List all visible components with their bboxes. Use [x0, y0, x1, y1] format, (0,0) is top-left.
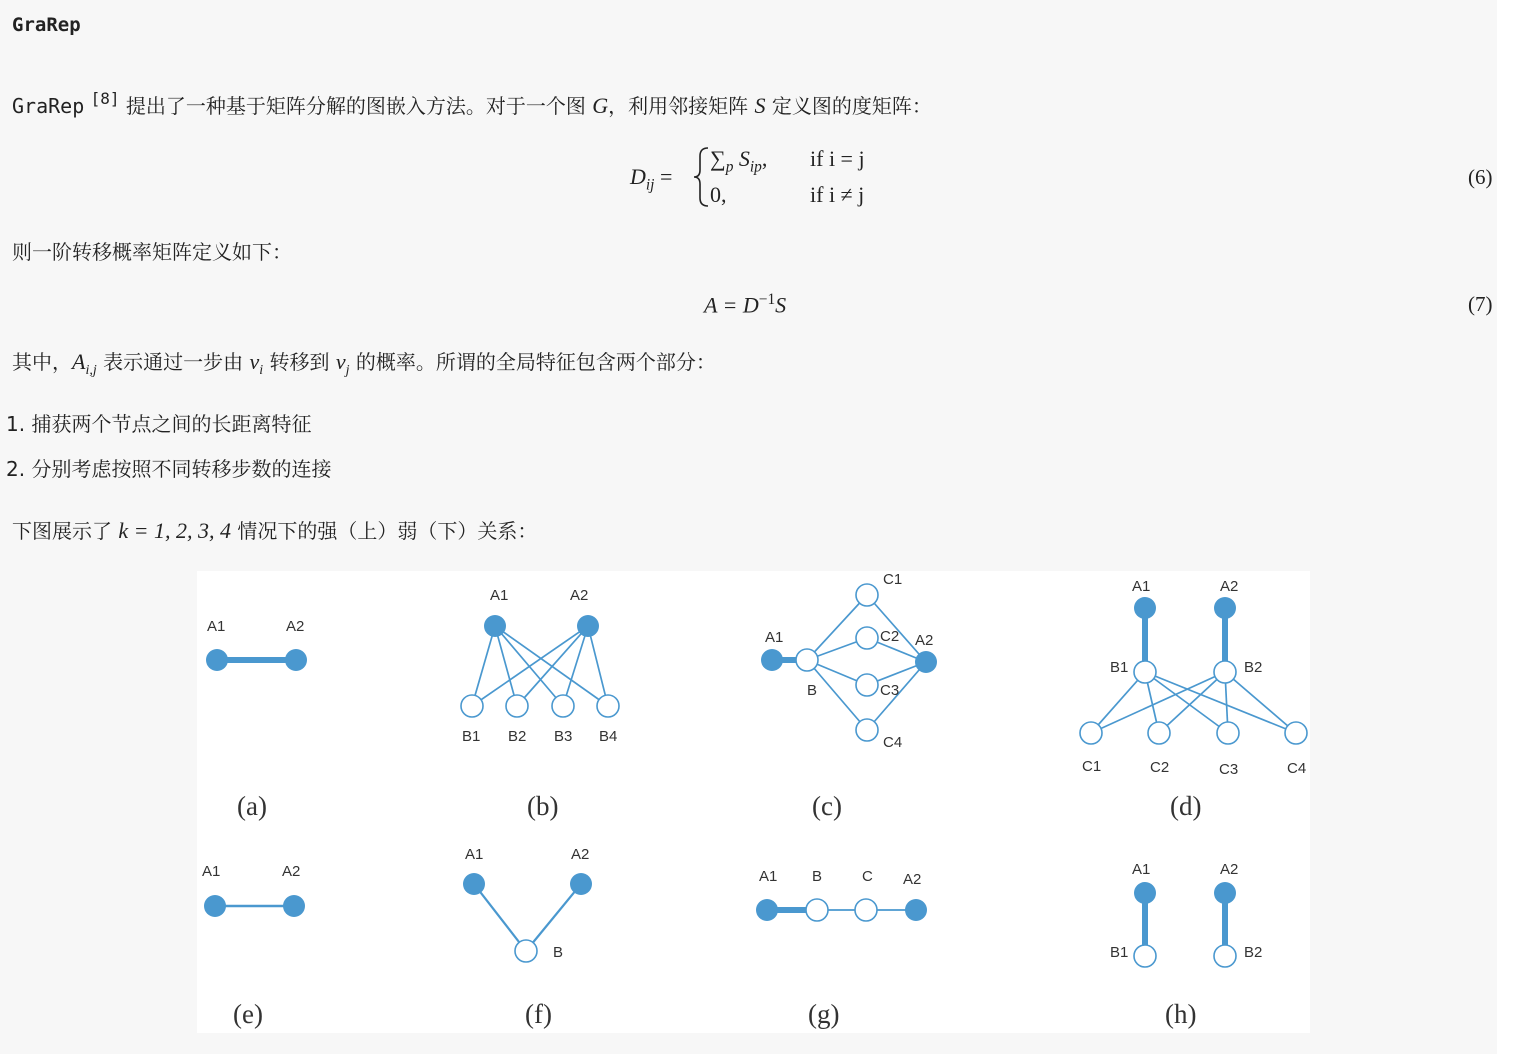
label-b2: B2: [1244, 944, 1263, 961]
label-b2: B2: [508, 728, 527, 745]
label-a2: A2: [571, 846, 590, 863]
caption-f: (f): [525, 999, 552, 1029]
node-b2: [1214, 945, 1236, 967]
equation-number-6: (6): [1468, 165, 1493, 189]
caption-g: (g): [808, 999, 840, 1029]
panel-e: [202, 863, 305, 1029]
eq6-case-2: 0,: [710, 182, 727, 207]
panel-h: [1110, 861, 1262, 1029]
label-a2: A2: [286, 618, 305, 635]
eq6-case-1: $\sum_p$ $S_{ip}$,: [710, 146, 768, 176]
node-c3: [856, 674, 878, 696]
node-a2: [915, 651, 937, 673]
intro-text-1: 提出了一种基于矩阵分解的图嵌入方法。对于一个图: [125, 94, 586, 118]
eq7-lhs: A = D: [704, 292, 759, 318]
equation-number-7: (7): [1468, 292, 1493, 316]
label-a1: A1: [765, 629, 784, 646]
label-a1: A1: [465, 846, 484, 863]
list-item: 1. 捕获两个节点之间的长距离特征: [6, 412, 312, 436]
node-a2: [570, 873, 592, 895]
node-a1: [204, 895, 226, 917]
node-a1: [761, 649, 783, 671]
node-c1: [1080, 722, 1102, 744]
node-b1: [461, 695, 483, 717]
node-a1: [463, 873, 485, 895]
label-a1: A1: [207, 618, 226, 635]
node-a2: [283, 895, 305, 917]
label-a1: A1: [202, 863, 221, 880]
caption-h: (h): [1165, 999, 1197, 1029]
node-b1: [1134, 945, 1156, 967]
citation-link[interactable]: [8]: [90, 89, 120, 108]
eq7-s: S: [775, 292, 787, 318]
label-c3: C3: [1219, 761, 1239, 778]
node-b: [515, 940, 537, 962]
label-b3: B3: [554, 728, 573, 745]
node-c1: [856, 584, 878, 606]
label-a1: A1: [759, 868, 778, 885]
node-c2: [1148, 722, 1170, 744]
label-b: B: [812, 868, 823, 885]
node-b2: [506, 695, 528, 717]
node-b: [796, 649, 818, 671]
left-brace: [692, 146, 712, 208]
caption-e: (e): [233, 999, 263, 1029]
label-b: B: [553, 944, 564, 961]
panel-g: [756, 868, 927, 1029]
eq6-lhs: D: [630, 164, 646, 189]
label-a2: A2: [915, 632, 934, 649]
node-a2: [1214, 882, 1236, 904]
figure-intro-paragraph: 下图展示了 k = 1, 2, 3, 4 情况下的强（上）弱（下）关系：: [12, 518, 538, 543]
eq6-lhs-sub: ij: [645, 176, 655, 194]
label-c2: C2: [880, 628, 900, 645]
label-a2: A2: [1220, 578, 1239, 595]
label-b1: B1: [462, 728, 481, 745]
label-c1: C1: [1082, 758, 1102, 775]
definition-paragraph: 其中，$A_{i,j}$ 表示通过一步由 $v_i$ 转移到 $v_j$ 的概率。所谓的全局特征包含两个部分：: [12, 349, 716, 378]
relationship-figure: [197, 571, 1310, 1033]
node-a1: [484, 615, 506, 637]
panel-d: [1080, 578, 1307, 821]
caption-d: (d): [1170, 791, 1202, 821]
equation-7: [704, 291, 786, 318]
figure-svg: [197, 571, 1310, 1033]
intro-text-2: ，利用邻接矩阵: [608, 94, 749, 118]
label-c4: C4: [1287, 760, 1307, 777]
node-c2: [856, 627, 878, 649]
node-a1: [1134, 597, 1156, 619]
eq7-sup: −1: [758, 291, 776, 308]
node-b3: [552, 695, 574, 717]
node-a2: [577, 615, 599, 637]
label-a1: A1: [490, 587, 509, 604]
list-item: 2. 分别考虑按照不同转移步数的连接: [6, 457, 332, 481]
node-a1: [1134, 882, 1156, 904]
scrollbar-gutter[interactable]: [1497, 0, 1523, 1054]
label-c1: C1: [883, 571, 903, 588]
panel-b: [461, 587, 619, 821]
label-b1: B1: [1110, 659, 1129, 676]
label-c4: C4: [883, 734, 903, 751]
node-a2: [285, 649, 307, 671]
intro-paragraph: [12, 90, 932, 119]
label-b4: B4: [599, 728, 618, 745]
label-a2: A2: [570, 587, 589, 604]
node-b4: [597, 695, 619, 717]
transition-paragraph: 则一阶转移概率矩阵定义如下：: [12, 240, 292, 264]
caption-a: (a): [237, 791, 267, 821]
graph-symbol: G: [592, 93, 609, 118]
node-b: [806, 899, 828, 921]
label-a1: A1: [1132, 578, 1151, 595]
label-a2: A2: [1220, 861, 1239, 878]
label-a2: A2: [903, 871, 922, 888]
node-a2: [1214, 597, 1236, 619]
panel-c: [761, 571, 937, 821]
node-a1: [206, 649, 228, 671]
node-a1: [756, 899, 778, 921]
method-name: GraRep: [12, 94, 85, 118]
eq6-cond-1: if i = j: [810, 146, 865, 171]
k-values: k = 1, 2, 3, 4: [118, 518, 231, 543]
panel-a: [206, 618, 307, 821]
node-a2: [905, 899, 927, 921]
section-heading: GraRep: [12, 14, 81, 36]
adjacency-symbol: S: [754, 93, 766, 118]
label-c: C: [862, 868, 873, 885]
label-c3: C3: [880, 682, 900, 699]
label-c2: C2: [1150, 759, 1170, 776]
panel-f: [463, 846, 592, 1029]
node-b1: [1134, 661, 1156, 683]
node-b2: [1214, 661, 1236, 683]
node-c4: [856, 719, 878, 741]
label-b2: B2: [1244, 659, 1263, 676]
node-c: [855, 899, 877, 921]
caption-b: (b): [527, 791, 559, 821]
eq6-cond-2: if i ≠ j: [810, 182, 865, 207]
node-c3: [1217, 722, 1239, 744]
node-c4: [1285, 722, 1307, 744]
caption-c: (c): [812, 791, 842, 821]
label-b1: B1: [1110, 944, 1129, 961]
label-a1: A1: [1132, 861, 1151, 878]
label-b: B: [807, 682, 818, 699]
label-a2: A2: [282, 863, 301, 880]
intro-text-3: 定义图的度矩阵：: [771, 94, 932, 118]
